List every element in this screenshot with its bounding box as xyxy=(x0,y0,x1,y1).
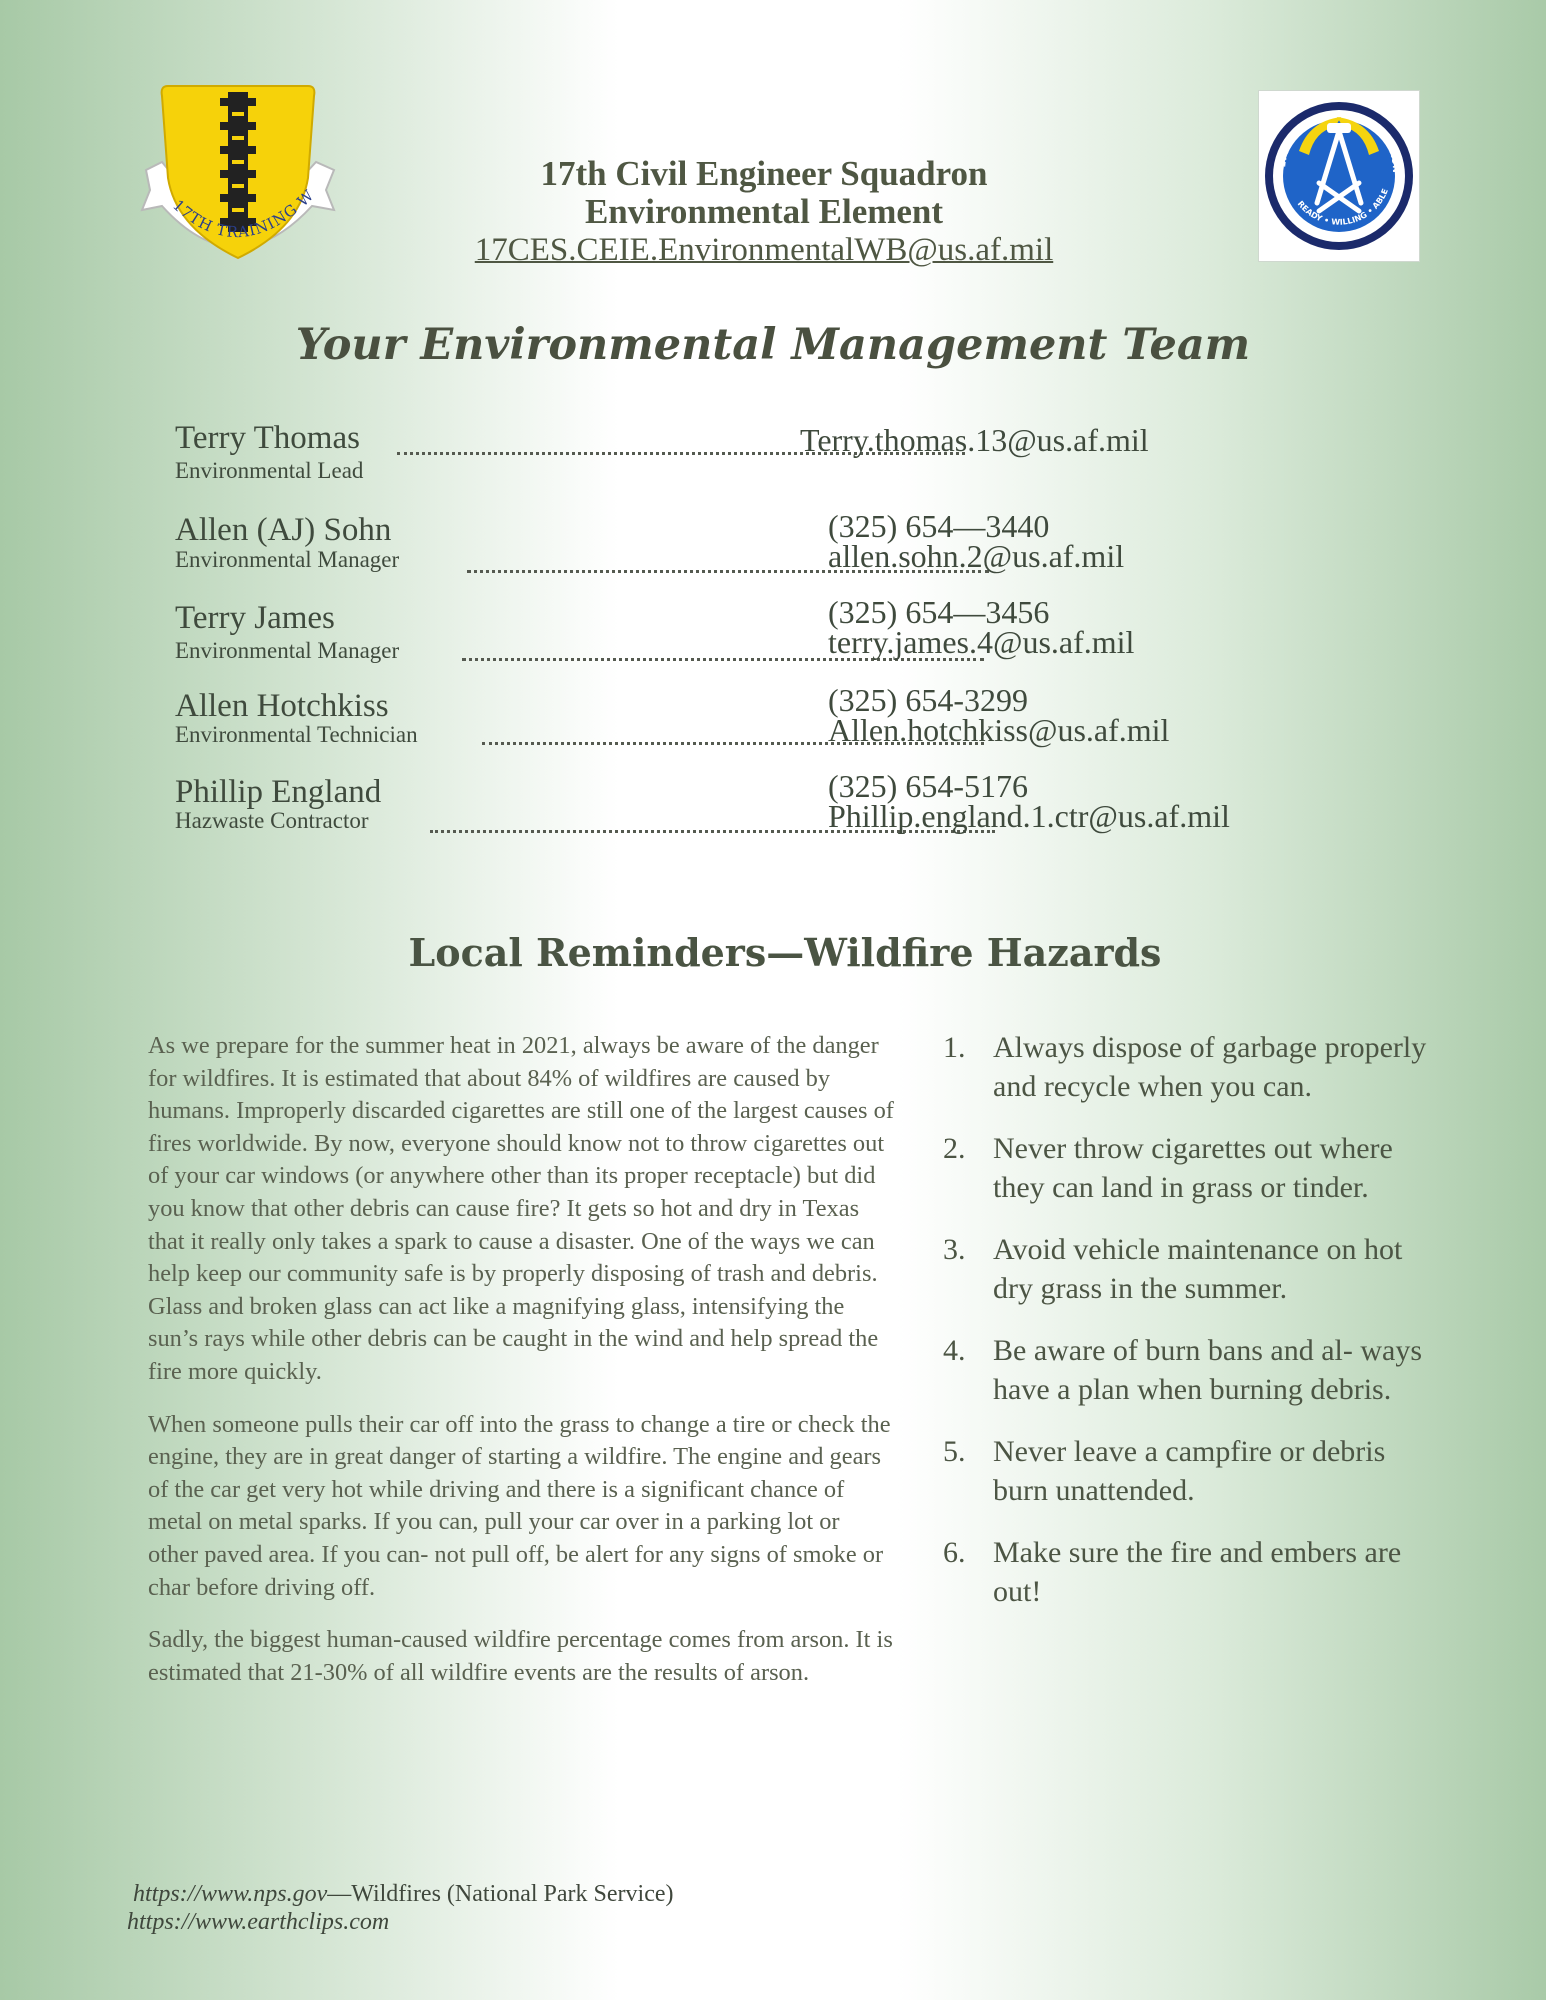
source-link-earthclips[interactable]: https://www.earthclips.com xyxy=(127,1909,390,1935)
tip-text: Never throw cigarettes out where they can land in grass or tinder. xyxy=(993,1132,1393,1204)
team-member-terry-thomas xyxy=(175,420,1375,495)
member-name: Allen (AJ) Sohn xyxy=(175,512,392,548)
reminders-title: Local Reminders—Wildfire Hazards xyxy=(408,930,1162,975)
tip-text: Make sure the fire and embers are out! xyxy=(993,1536,1402,1608)
team-title: Your Environmental Management Team xyxy=(295,320,1251,370)
member-role: Environmental Manager xyxy=(175,547,400,572)
member-name: Phillip England xyxy=(175,774,382,810)
member-name: Terry Thomas xyxy=(175,420,360,456)
tip-text: Never leave a campfire or debris burn unattended. xyxy=(993,1435,1386,1507)
member-phone: (325) 654-5176 xyxy=(828,768,1028,804)
team-member-allen-sohn xyxy=(175,508,1375,583)
member-role: Hazwaste Contractor xyxy=(175,808,369,833)
member-role: Environmental Lead xyxy=(175,458,364,483)
member-name: Allen Hotchkiss xyxy=(175,688,389,724)
team-member-allen-hotchkiss xyxy=(175,684,1375,759)
tip-item xyxy=(935,1331,1435,1409)
org-email-link[interactable]: 17CES.CEIE.EnvironmentalWB@us.af.mil xyxy=(474,232,1054,268)
team-member-terry-james xyxy=(175,596,1375,671)
tip-number: 5. xyxy=(943,1435,966,1468)
civil-engineer-squadron-logo xyxy=(1258,90,1420,262)
article-paragraph: When someone pulls their car off into the grass to change a tire or check the engine, they are in great danger of starting a wildfire. The engine and gears of the car get very hot while driving and there is a significant chance of metal on metal sparks. If you can, pull your car over in a parking lot or other paved area. If you can- not pull off, be alert for any signs of smoke or char before driving off. xyxy=(148,1410,891,1601)
logo-motto-text: READY • WILLING • ABLE xyxy=(1295,187,1390,227)
member-name: Terry James xyxy=(175,600,335,636)
member-role: Environmental Manager xyxy=(175,638,400,663)
member-role: Environmental Technician xyxy=(175,722,418,747)
tip-item xyxy=(935,1129,1435,1207)
tip-number: 2. xyxy=(943,1132,966,1165)
tip-number: 1. xyxy=(943,1031,966,1064)
member-email[interactable]: Terry.thomas.13@us.af.mil xyxy=(800,422,1149,458)
member-email[interactable]: terry.james.4@us.af.mil xyxy=(828,624,1135,660)
tip-item xyxy=(935,1230,1435,1308)
source-line xyxy=(127,1908,674,1936)
wildfire-tips-list xyxy=(935,1028,1435,1634)
member-email[interactable]: allen.sohn.2@us.af.mil xyxy=(828,538,1125,574)
tip-item xyxy=(935,1028,1435,1106)
tip-text: Always dispose of garbage properly and recycle when you can. xyxy=(993,1031,1427,1103)
source-description: —Wildfires (National Park Service) xyxy=(327,1881,674,1907)
tip-number: 4. xyxy=(943,1334,966,1367)
training-wing-shield-logo xyxy=(140,78,340,273)
sources xyxy=(127,1880,674,1936)
source-link-nps[interactable]: https://www.nps.gov xyxy=(133,1881,328,1907)
logo-ring-text: 17th CIVIL ENGINEER SQUADRON xyxy=(1278,109,1401,173)
tip-text: Be aware of burn bans and al- ways have a plan when burning debris. xyxy=(993,1334,1423,1406)
member-email[interactable]: Phillip.england.1.ctr@us.af.mil xyxy=(828,798,1230,834)
tip-number: 6. xyxy=(943,1536,966,1569)
org-name: 17th Civil Engineer Squadron xyxy=(540,154,988,193)
logo-banner-text: 17TH TRAINING W xyxy=(169,185,318,242)
member-email[interactable]: Allen.hotchkiss@us.af.mil xyxy=(828,712,1170,748)
member-phone: (325) 654—3456 xyxy=(828,594,1050,630)
tip-item xyxy=(935,1432,1435,1510)
source-line xyxy=(127,1880,674,1908)
article-paragraph: As we prepare for the summer heat in 2021, always be aware of the danger for wildfires. It is estimated that about 84% of wildfires are caused by humans. Improperly discarded cigarettes are still one of the largest causes of fires worldwide. By now, everyone should know not to throw cigarettes out of your car windows (or anywhere other than its proper receptacle) but did you know that other debris can cause fire? It gets so hot and dry in Texas that it really only takes a spark to cause a disaster. One of the ways we can help keep our community safe is by properly disposing of trash and debris. Glass and broken glass can act like a magnifying glass, intensifying the sun’s rays while other debris can be caught in the wind and help spread the fire more quickly. xyxy=(148,1032,894,1385)
tip-item xyxy=(935,1533,1435,1611)
tip-number: 3. xyxy=(943,1233,966,1266)
org-element: Environmental Element xyxy=(584,192,944,231)
team-member-phillip-england xyxy=(175,768,1375,847)
tip-text: Avoid vehicle maintenance on hot dry grass in the summer. xyxy=(993,1233,1403,1305)
org-header xyxy=(340,155,1188,269)
member-phone: (325) 654—3440 xyxy=(828,508,1050,544)
article-paragraph: Sadly, the biggest human-caused wildfire percentage comes from arson. It is estimated that 21-30% of all wildfire events are the results of arson. xyxy=(148,1626,893,1686)
wildfire-article xyxy=(148,1030,894,1709)
member-phone: (325) 654-3299 xyxy=(828,682,1028,718)
